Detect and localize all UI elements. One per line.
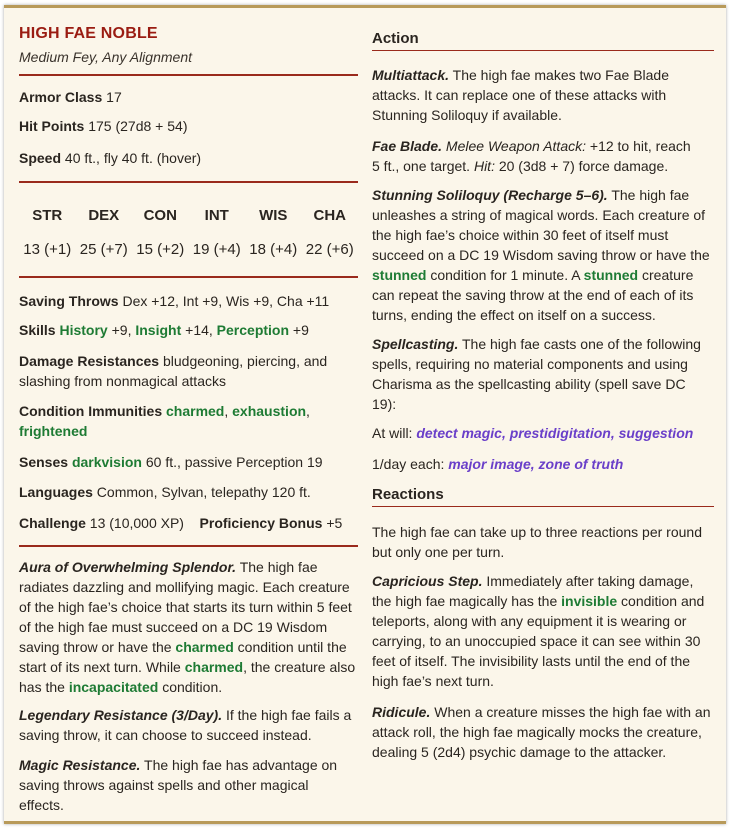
reactions-heading: Reactions: [372, 486, 714, 507]
ability-header: CHA: [313, 207, 346, 224]
skills: Skills History +9, Insight +14, Perception +9: [19, 322, 309, 338]
spell-link-prestidigitation[interactable]: prestidigitation: [509, 425, 611, 441]
ability-scores: [19, 241, 358, 258]
senses: Senses darkvision 60 ft., passive Perception 19: [19, 454, 323, 470]
spell-link-detect-magic[interactable]: detect magic: [416, 425, 502, 441]
divider: [19, 181, 358, 183]
hit-points: Hit Points 175 (27d8 + 54): [19, 118, 188, 134]
divider: [19, 545, 358, 547]
ability-header: WIS: [259, 207, 288, 224]
ability-header: DEX: [88, 207, 120, 224]
ability-score: 25 (+7): [79, 241, 128, 258]
condition-link-charmed[interactable]: charmed: [166, 403, 225, 419]
action-stunning-soliloquy: Stunning Soliloquy (Recharge 5–6). The high fae unleashes a string of magical words. Each creature of the high fae’s choice within 30 feet of itself must succeed on a DC 19 Wisdom saving throw or have the stunned condition for 1 minute. A stunned creature can repeat the saving throw at the end of each of its turns, ending the effect on itself on a success.: [372, 187, 710, 323]
monster-name: HIGH FAE NOBLE: [19, 25, 158, 42]
skill-link-insight[interactable]: Insight: [135, 322, 182, 338]
ability-header: INT: [204, 207, 229, 224]
ability-score: 18 (+4): [249, 241, 298, 258]
ability-header: CON: [143, 207, 177, 224]
ability-score: 15 (+2): [136, 241, 185, 258]
condition-link-incapacitated[interactable]: incapacitated: [68, 679, 159, 695]
spell-link-zone-of-truth[interactable]: zone of truth: [538, 456, 624, 472]
trait-legendary-resistance: Legendary Resistance (3/Day). If the high fae fails a saving throw, it can choose to succeed instead.: [19, 707, 352, 743]
condition-link-frightened[interactable]: frightened: [19, 423, 88, 439]
speed: Speed 40 ft., fly 40 ft. (hover): [19, 150, 202, 166]
ability-score: 13 (+1): [23, 241, 72, 258]
challenge: Challenge 13 (10,000 XP) Proficiency Bonus +5: [19, 515, 343, 531]
armor-class: Armor Class 17: [19, 89, 122, 105]
monster-type-line: Medium Fey, Any Alignment: [19, 49, 192, 65]
condition-immunities: Condition Immunities charmed, exhaustion, frightened: [19, 403, 310, 439]
ability-score: 19 (+4): [192, 241, 241, 258]
ability-headers: [19, 207, 358, 224]
action-fae-blade: Fae Blade. Melee Weapon Attack: +12 to hit, reach 5 ft., one target. Hit: 20 (3d8 + 7) force damage.: [372, 138, 691, 174]
condition-link-stunned[interactable]: stunned: [583, 267, 639, 283]
saving-throws: Saving Throws Dex +12, Int +9, Wis +9, Cha +11: [19, 293, 330, 309]
action-spellcasting: Spellcasting. The high fae casts one of the following spells, requiring no material components and using Charisma as the spellcasting ability (spell save DC 19):: [372, 336, 701, 412]
damage-resistances: Damage Resistances bludgeoning, piercing, and slashing from nonmagical attacks: [19, 353, 328, 389]
condition-link-stunned[interactable]: stunned: [372, 267, 427, 283]
condition-link-invisible[interactable]: invisible: [561, 593, 618, 609]
trait-aura: Aura of Overwhelming Splendor. The high fae radiates dazzling and mollifying magic. Each creature of the high fae’s choice that starts its turn within 5 feet of the high fae must succeed on a DC 19 Wisdom saving throw or have the charmed condition until the start of its next turn. While charmed, the creature also has the incapacitated condition.: [19, 559, 356, 695]
divider: [19, 74, 358, 76]
spells-at-will: At will: detect magic, prestidigitation, suggestion: [372, 425, 694, 441]
stat-block-card: [4, 5, 726, 824]
divider: [19, 276, 358, 278]
spell-link-major-image[interactable]: major image: [448, 456, 531, 472]
spells-daily: 1/day each: major image, zone of truth: [372, 456, 624, 472]
ability-score: 22 (+6): [305, 241, 354, 258]
sense-link-darkvision[interactable]: darkvision: [71, 454, 142, 470]
trait-magic-resistance: Magic Resistance. The high fae has advantage on saving throws against spells and other magical effects.: [19, 757, 338, 813]
skill-link-perception[interactable]: Perception: [216, 322, 290, 338]
skill-link-history[interactable]: History: [59, 322, 108, 338]
condition-link-charmed[interactable]: charmed: [175, 639, 234, 655]
ability-header: STR: [32, 207, 63, 224]
reaction-ridicule: Ridicule. When a creature misses the high fae with an attack roll, the high fae magically mocks the creature, dealing 5 (2d4) psychic damage to the attacker.: [372, 704, 711, 760]
spell-link-suggestion[interactable]: suggestion: [618, 425, 694, 441]
reactions-intro: The high fae can take up to three reactions per round but only one per turn.: [372, 524, 702, 560]
reaction-capricious-step: Capricious Step. Immediately after taking damage, the high fae magically has the invisible condition and teleports, along with any equipment it is wearing or carrying, to an unoccupied space it can see within 30 feet of itself. The invisibility lasts until the end of the high fae’s next turn.: [372, 573, 705, 689]
languages: Languages Common, Sylvan, telepathy 120 ft.: [19, 484, 311, 500]
actions-heading: Action: [372, 30, 714, 51]
condition-link-exhaustion[interactable]: exhaustion: [232, 403, 307, 419]
action-multiattack: Multiattack. The high fae makes two Fae Blade attacks. It can replace one of these attacks with Stunning Soliloquy if available.: [372, 67, 669, 123]
condition-link-charmed[interactable]: charmed: [184, 659, 244, 675]
